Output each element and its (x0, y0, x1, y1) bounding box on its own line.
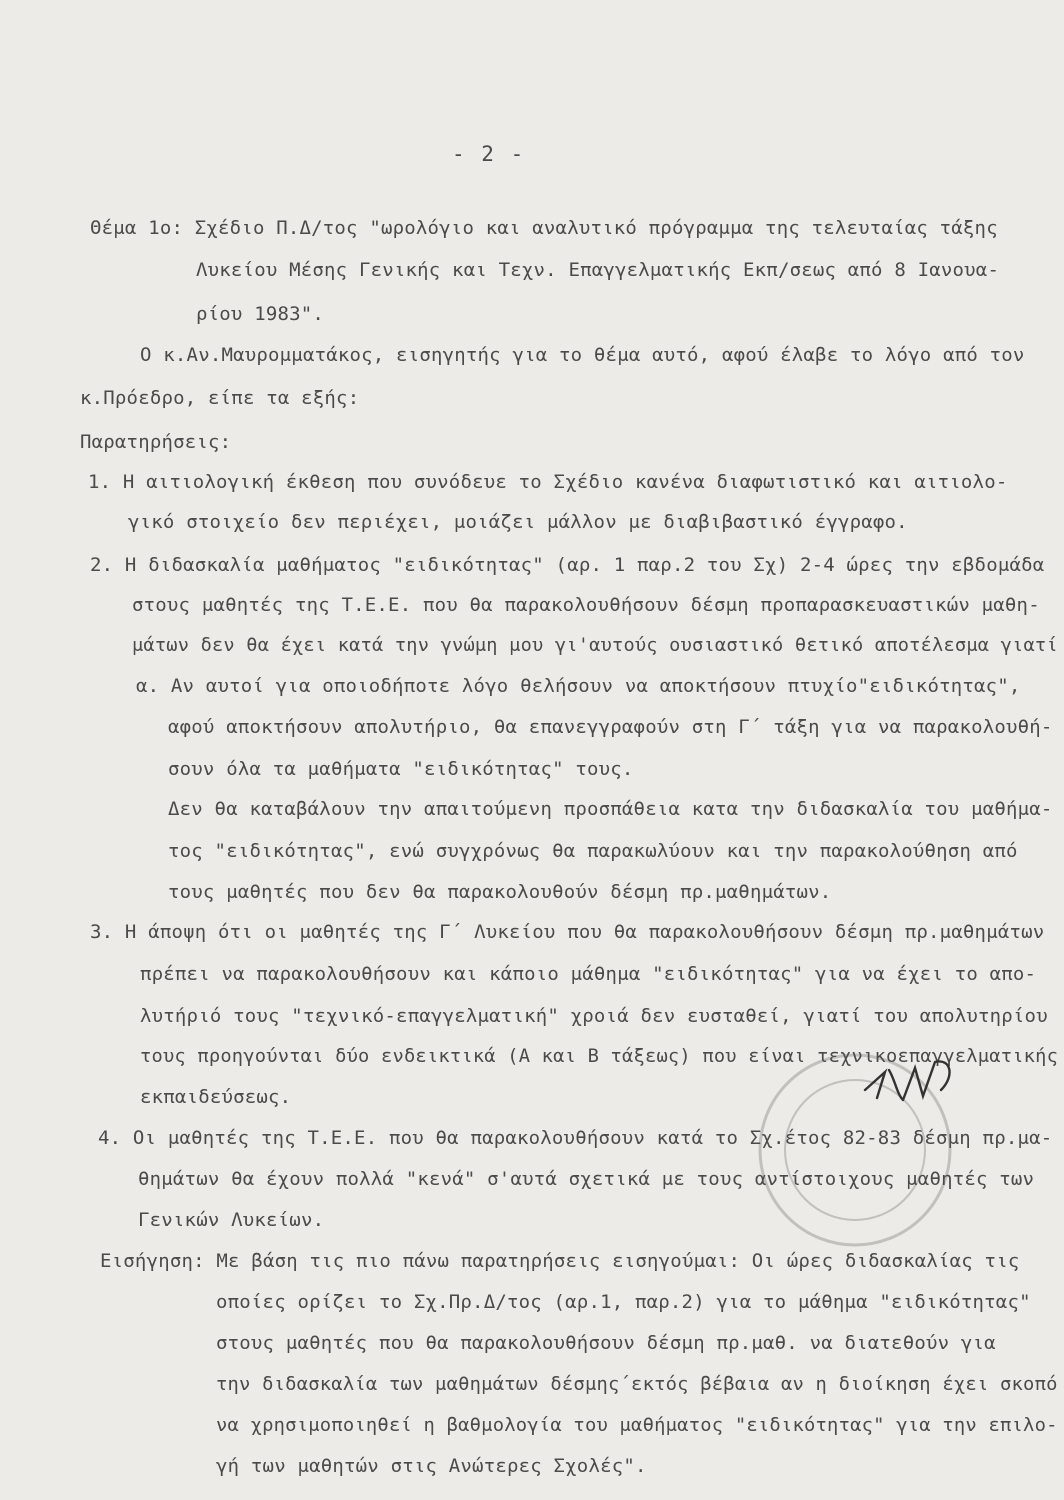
text-line: οποίες ορίζει το Σχ.Πρ.Δ/τος (αρ.1, παρ.2) για το μάθημα "ειδικότητας" (216, 1291, 1031, 1313)
text-line: τος "ειδικότητας", ενώ συγχρόνως θα παρακωλύουν και την παρακολούθηση από (168, 840, 1018, 862)
text-line: θημάτων θα έχουν πολλά "κενά" σ'αυτά σχετικά με τους αντίστοιχους μαθητές των (138, 1168, 1035, 1190)
text-line: την διδασκαλία των μαθημάτων δέσμης΄εκτός βέβαια αν η διοίκηση έχει σκοπό (216, 1373, 1058, 1395)
text-line: Ο κ.Αν.Μαυρομματάκος, εισηγητής για το θέμα αυτό, αφού έλαβε το λόγο από τον (140, 344, 1025, 366)
handwritten-signature (855, 1050, 965, 1110)
text-line: τους μαθητές που δεν θα παρακολουθούν δέσμη πρ.μαθημάτων. (168, 881, 832, 903)
text-line: Δεν θα καταβάλουν την απαιτούμενη προσπάθεια κατα την διδασκαλία του μαθήμα- (168, 798, 1053, 820)
page-number: - 2 - (452, 142, 526, 166)
text-line: εκπαιδεύσεως. (140, 1086, 292, 1108)
text-line: 4. Οι μαθητές της Τ.Ε.Ε. που θα παρακολουθήσουν κατά το Σχ.έτος 82-83 δέσμη πρ.μα- (98, 1127, 1053, 1149)
text-line: λυτήριό τους "τεχνικό-επαγγελματική" χροιά δεν ευσταθεί, γιατί του απολυτηρίου (140, 1005, 1048, 1027)
text-line: 2. Η διδασκαλία μαθήματος "ειδικότητας" (αρ. 1 παρ.2 του Σχ) 2-4 ώρες την εβδομάδα (90, 554, 1045, 576)
text-line: σουν όλα τα μαθήματα "ειδικότητας" τους. (168, 758, 634, 780)
text-line: γικό στοιχείο δεν περιέχει, μοιάζει μάλλον με διαβιβαστικό έγγραφο. (128, 511, 908, 533)
text-line: Γενικών Λυκείων. (138, 1209, 325, 1231)
text-line: στους μαθητές που θα παρακολουθήσουν δέσμη πρ.μαθ. να διατεθούν για (216, 1332, 996, 1354)
text-line: Εισήγηση: Με βάση τις πιο πάνω παρατηρήσεις εισηγούμαι: Οι ώρες διδασκαλίας τις (100, 1250, 1020, 1272)
text-line: τους προηγούνται δύο ενδεικτικά (Α και Β τάξεως) που είναι τεχνικοεπαγγελματικής (140, 1045, 1059, 1067)
text-line: α. Αν αυτοί για οποιοδήποτε λόγο θελήσουν να αποκτήσουν πτυχίο"ειδικότητας", (136, 675, 1021, 697)
text-line: στους μαθητές της Τ.Ε.Ε. που θα παρακολουθήσουν δέσμη προπαρασκευαστικών μαθη- (132, 594, 1040, 616)
text-line: πρέπει να παρακολουθήσουν και κάποιο μάθημα "ειδικότητας" για να έχει το απο- (140, 963, 1037, 985)
text-line: κ.Πρόεδρο, είπε τα εξής: (80, 387, 360, 409)
text-line: Παρατηρήσεις: (80, 431, 232, 453)
text-line: να χρησιμοποιηθεί η βαθμολογία του μαθήματος "ειδικότητας" για την επιλο- (216, 1414, 1058, 1436)
text-line: Θέμα 1ο: Σχέδιο Π.Δ/τος "ωρολόγιο και αναλυτικό πρόγραμμα της τελευταίας τάξης (90, 217, 998, 239)
text-line: ρίου 1983". (196, 303, 325, 325)
text-line: αφού αποκτήσουν απολυτήριο, θα επανεγγραφούν στη Γ΄ τάξη για να παρακολουθή- (168, 716, 1053, 738)
text-line: Λυκείου Μέσης Γενικής και Τεχν. Επαγγελματικής Εκπ/σεως από 8 Ιανουα- (196, 259, 1000, 281)
text-line: 3. Η άποψη ότι οι μαθητές της Γ΄ Λυκείου που θα παρακολουθήσουν δέσμη πρ.μαθημάτων (90, 921, 1045, 943)
text-line: γή των μαθητών στις Ανώτερες Σχολές". (216, 1455, 647, 1477)
text-line: μάτων δεν θα έχει κατά την γνώμη μου γι'αυτούς ουσιαστικό θετικό αποτέλεσμα γιατί (132, 634, 1058, 656)
text-line: 1. Η αιτιολογική έκθεση που συνόδευε το Σχέδιο κανένα διαφωτιστικό και αιτιολο- (88, 471, 1008, 493)
